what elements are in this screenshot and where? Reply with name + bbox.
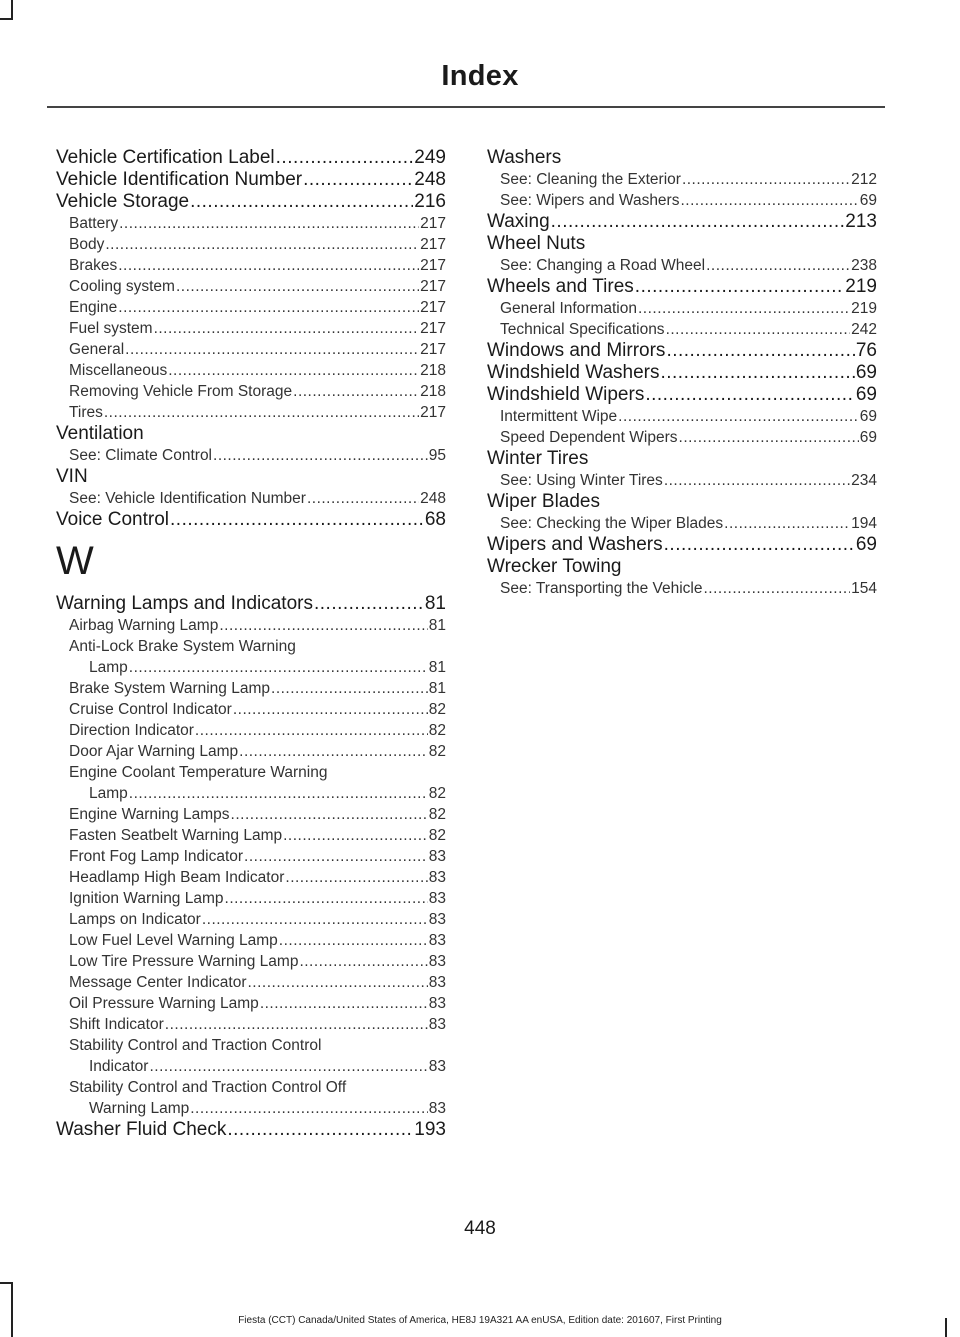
index-entry-sub[interactable] xyxy=(56,445,446,466)
dot-leader xyxy=(680,190,858,211)
dot-leader xyxy=(227,1119,413,1141)
index-heading: Ventilation xyxy=(56,423,144,444)
index-entry-sub[interactable] xyxy=(56,488,446,509)
entry-label: See: Changing a Road Wheel xyxy=(500,257,706,274)
entry-page-number: 81 xyxy=(428,659,446,676)
index-entry-sub[interactable] xyxy=(56,402,446,423)
index-entry-sub[interactable] xyxy=(56,213,446,234)
index-heading: VIN xyxy=(56,466,88,487)
index-entry-text: Stability Control and Traction Control xyxy=(69,1037,322,1054)
entry-label: Windshield Wipers xyxy=(487,384,645,405)
entry-label: Direction Indicator xyxy=(69,722,194,739)
dot-leader xyxy=(704,578,851,599)
entry-label: Removing Vehicle From Storage xyxy=(69,383,293,400)
index-entry-sub[interactable] xyxy=(56,360,446,381)
entry-page-number: 82 xyxy=(428,701,446,718)
index-heading: Winter Tires xyxy=(487,448,589,469)
entry-page-number: 82 xyxy=(428,827,446,844)
entry-label: Headlamp High Beam Indicator xyxy=(69,869,285,886)
index-entry-main[interactable] xyxy=(487,534,877,556)
index-entry-main[interactable] xyxy=(56,509,446,531)
entry-label: Vehicle Storage xyxy=(56,191,190,212)
index-entry-sub[interactable] xyxy=(56,1056,446,1077)
dot-leader xyxy=(149,1056,427,1077)
entry-page-number: 218 xyxy=(420,383,446,400)
index-entry-sub[interactable] xyxy=(487,513,877,534)
entry-label: Windows and Mirrors xyxy=(487,340,666,361)
index-entry-sub[interactable] xyxy=(56,381,446,402)
dot-leader xyxy=(724,513,850,534)
entry-page-number: 219 xyxy=(851,300,877,317)
index-heading: Wiper Blades xyxy=(487,491,600,512)
index-entry-main[interactable] xyxy=(56,1119,446,1141)
index-entry-sub[interactable] xyxy=(487,190,877,211)
index-entry-sub[interactable] xyxy=(56,297,446,318)
index-entry-text: Stability Control and Traction Control Off xyxy=(69,1079,347,1096)
index-column-right xyxy=(487,147,877,599)
dot-leader xyxy=(283,825,428,846)
index-entry-main[interactable] xyxy=(56,191,446,213)
dot-leader xyxy=(645,384,855,406)
index-entry-sub[interactable] xyxy=(487,470,877,491)
index-entry-sub[interactable] xyxy=(56,1014,446,1035)
index-entry-sub[interactable] xyxy=(56,699,446,720)
footer-edition-info: Fiesta (CCT) Canada/United States of America, HE8J 19A321 AA enUSA, Edition date: 201607, First Printing xyxy=(238,1315,722,1326)
entry-label: Windshield Washers xyxy=(487,362,660,383)
dot-leader xyxy=(293,381,419,402)
entry-page-number: 217 xyxy=(420,278,446,295)
entry-label: See: Cleaning the Exterior xyxy=(500,171,681,188)
index-entry-sub[interactable] xyxy=(56,615,446,636)
index-entry-sub[interactable] xyxy=(56,234,446,255)
entry-page-number: 81 xyxy=(428,680,446,697)
page-number: 448 xyxy=(464,1218,496,1239)
entry-page-number: 83 xyxy=(428,932,446,949)
entry-label: Low Tire Pressure Warning Lamp xyxy=(69,953,299,970)
entry-label: Cruise Control Indicator xyxy=(69,701,232,718)
index-entry-main[interactable] xyxy=(487,362,877,384)
dot-leader xyxy=(190,191,413,213)
dot-leader xyxy=(638,298,850,319)
entry-label: Vehicle Certification Label xyxy=(56,147,275,168)
index-entry-main[interactable] xyxy=(56,593,446,615)
index-entry-sub[interactable] xyxy=(487,578,877,599)
entry-page-number: 248 xyxy=(420,490,446,507)
entry-label: Shift Indicator xyxy=(69,1016,164,1033)
entry-label: Wipers and Washers xyxy=(487,534,663,555)
dot-leader xyxy=(307,488,419,509)
entry-page-number: 83 xyxy=(428,953,446,970)
entry-label: Engine Warning Lamps xyxy=(69,806,230,823)
dot-leader xyxy=(260,993,428,1014)
entry-page-number: 193 xyxy=(414,1119,446,1140)
entry-page-number: 234 xyxy=(851,472,877,489)
entry-page-number: 81 xyxy=(424,593,446,614)
dot-leader xyxy=(285,867,427,888)
entry-page-number: 217 xyxy=(420,236,446,253)
crop-mark-bottom-left-horizontal xyxy=(0,1282,13,1284)
dot-leader xyxy=(176,276,419,297)
index-heading: Washers xyxy=(487,147,562,168)
index-entry-text: Engine Coolant Temperature Warning xyxy=(69,764,328,781)
dot-leader xyxy=(276,147,414,169)
entry-label: See: Using Winter Tires xyxy=(500,472,663,489)
index-entry-sub[interactable] xyxy=(487,319,877,340)
dot-leader xyxy=(129,783,428,804)
index-entry-sub[interactable] xyxy=(56,951,446,972)
dot-leader xyxy=(682,169,850,190)
entry-label: Indicator xyxy=(89,1058,149,1075)
index-entry-main[interactable] xyxy=(487,276,877,298)
entry-label: Front Fog Lamp Indicator xyxy=(69,848,244,865)
entry-label: Airbag Warning Lamp xyxy=(69,617,219,634)
dot-leader xyxy=(303,169,413,191)
dot-leader xyxy=(660,362,854,384)
entry-label: See: Wipers and Washers xyxy=(500,192,680,209)
entry-page-number: 82 xyxy=(428,722,446,739)
entry-page-number: 219 xyxy=(845,276,877,297)
index-entry-sub[interactable] xyxy=(56,720,446,741)
crop-mark-bottom-left-vertical xyxy=(11,1282,13,1337)
entry-page-number: 69 xyxy=(855,384,877,405)
index-entry-sub[interactable] xyxy=(56,657,446,678)
entry-label: Brakes xyxy=(69,257,118,274)
entry-page-number: 81 xyxy=(428,617,446,634)
dot-leader xyxy=(154,318,420,339)
entry-page-number: 69 xyxy=(859,408,877,425)
entry-page-number: 83 xyxy=(428,869,446,886)
entry-label: Lamp xyxy=(89,659,128,676)
dot-leader xyxy=(247,972,427,993)
entry-page-number: 194 xyxy=(851,515,877,532)
dot-leader xyxy=(618,406,859,427)
entry-page-number: 212 xyxy=(851,171,877,188)
index-entry-sub[interactable] xyxy=(56,783,446,804)
dot-leader xyxy=(119,213,419,234)
entry-page-number: 83 xyxy=(428,974,446,991)
entry-page-number: 95 xyxy=(428,447,446,464)
index-entry-main[interactable] xyxy=(56,169,446,191)
entry-page-number: 217 xyxy=(420,341,446,358)
dot-leader xyxy=(233,699,428,720)
entry-label: Ignition Warning Lamp xyxy=(69,890,224,907)
dot-leader xyxy=(239,741,428,762)
entry-page-number: 217 xyxy=(420,257,446,274)
index-entry-sub[interactable] xyxy=(56,888,446,909)
dot-leader xyxy=(664,470,850,491)
index-entry-sub[interactable] xyxy=(487,298,877,319)
section-letter: W xyxy=(56,539,94,583)
entry-page-number: 217 xyxy=(420,215,446,232)
index-heading: Wrecker Towing xyxy=(487,556,622,577)
dot-leader xyxy=(635,276,845,298)
entry-page-number: 83 xyxy=(428,890,446,907)
dot-leader xyxy=(279,930,428,951)
entry-label: Speed Dependent Wipers xyxy=(500,429,678,446)
dot-leader xyxy=(271,678,428,699)
index-entry-sub[interactable] xyxy=(56,741,446,762)
index-entry-sub[interactable] xyxy=(487,427,877,448)
header-rule xyxy=(47,106,885,108)
entry-label: Brake System Warning Lamp xyxy=(69,680,271,697)
index-entry-sub[interactable] xyxy=(56,255,446,276)
entry-label: Battery xyxy=(69,215,119,232)
crop-mark-top-left-horizontal xyxy=(0,18,13,20)
index-entry-sub[interactable] xyxy=(56,339,446,360)
dot-leader xyxy=(118,297,419,318)
entry-page-number: 83 xyxy=(428,995,446,1012)
entry-label: Oil Pressure Warning Lamp xyxy=(69,995,259,1012)
entry-label: Warning Lamps and Indicators xyxy=(56,593,313,614)
entry-label: Technical Specifications xyxy=(500,321,665,338)
index-entry-sub[interactable] xyxy=(56,318,446,339)
entry-label: Low Fuel Level Warning Lamp xyxy=(69,932,278,949)
entry-page-number: 248 xyxy=(414,169,446,190)
entry-label: Cooling system xyxy=(69,278,175,295)
entry-page-number: 217 xyxy=(420,404,446,421)
dot-leader xyxy=(129,657,428,678)
entry-label: Fuel system xyxy=(69,320,153,337)
dot-leader xyxy=(664,534,855,556)
entry-label: Message Center Indicator xyxy=(69,974,247,991)
dot-leader xyxy=(666,319,851,340)
dot-leader xyxy=(706,255,850,276)
entry-label: Warning Lamp xyxy=(89,1100,190,1117)
entry-page-number: 69 xyxy=(859,429,877,446)
entry-page-number: 242 xyxy=(851,321,877,338)
index-entry-sub[interactable] xyxy=(56,804,446,825)
entry-label: Wheels and Tires xyxy=(487,276,634,297)
entry-label: See: Transporting the Vehicle xyxy=(500,580,703,597)
entry-page-number: 216 xyxy=(414,191,446,212)
entry-label: Body xyxy=(69,236,105,253)
entry-page-number: 83 xyxy=(428,848,446,865)
entry-label: Voice Control xyxy=(56,509,170,530)
dot-leader xyxy=(105,234,419,255)
index-entry-main[interactable] xyxy=(487,340,877,362)
entry-label: Miscellaneous xyxy=(69,362,168,379)
dot-leader xyxy=(125,339,419,360)
entry-label: Door Ajar Warning Lamp xyxy=(69,743,239,760)
index-entry-sub[interactable] xyxy=(56,909,446,930)
entry-page-number: 82 xyxy=(428,806,446,823)
dot-leader xyxy=(679,427,859,448)
entry-page-number: 154 xyxy=(851,580,877,597)
entry-page-number: 218 xyxy=(420,362,446,379)
dot-leader xyxy=(190,1098,428,1119)
index-entry-sub[interactable] xyxy=(56,867,446,888)
index-entry-main[interactable] xyxy=(487,211,877,233)
page-title: Index xyxy=(441,60,519,92)
entry-label: Engine xyxy=(69,299,118,316)
entry-label: Lamps on Indicator xyxy=(69,911,201,928)
entry-page-number: 68 xyxy=(424,509,446,530)
entry-page-number: 69 xyxy=(855,362,877,383)
entry-page-number: 69 xyxy=(855,534,877,555)
index-entry-sub[interactable] xyxy=(56,993,446,1014)
dot-leader xyxy=(299,951,427,972)
entry-page-number: 69 xyxy=(859,192,877,209)
entry-page-number: 249 xyxy=(414,147,446,168)
entry-page-number: 76 xyxy=(855,340,877,361)
entry-page-number: 83 xyxy=(428,1016,446,1033)
index-entry-main[interactable] xyxy=(56,147,446,169)
entry-page-number: 83 xyxy=(428,1100,446,1117)
index-entry-sub[interactable] xyxy=(56,678,446,699)
entry-label: Waxing xyxy=(487,211,550,232)
dot-leader xyxy=(165,1014,428,1035)
entry-label: See: Checking the Wiper Blades xyxy=(500,515,724,532)
dot-leader xyxy=(213,445,428,466)
entry-page-number: 83 xyxy=(428,911,446,928)
index-entry-sub[interactable] xyxy=(56,972,446,993)
dot-leader xyxy=(225,888,428,909)
entry-label: Washer Fluid Check xyxy=(56,1119,227,1140)
entry-label: See: Vehicle Identification Number xyxy=(69,490,306,507)
index-entry-sub[interactable] xyxy=(487,406,877,427)
entry-label: Lamp xyxy=(89,785,128,802)
entry-label: See: Climate Control xyxy=(69,447,213,464)
entry-label: Vehicle Identification Number xyxy=(56,169,303,190)
index-entry-sub[interactable] xyxy=(56,846,446,867)
entry-label: General xyxy=(69,341,125,358)
index-entry-sub[interactable] xyxy=(56,276,446,297)
index-entry-sub[interactable] xyxy=(56,930,446,951)
entry-page-number: 217 xyxy=(420,320,446,337)
index-entry-sub[interactable] xyxy=(56,1098,446,1119)
dot-leader xyxy=(104,402,419,423)
dot-leader xyxy=(231,804,428,825)
index-entry-sub[interactable] xyxy=(487,169,877,190)
index-entry-sub[interactable] xyxy=(487,255,877,276)
entry-label: Intermittent Wipe xyxy=(500,408,618,425)
dot-leader xyxy=(202,909,428,930)
entry-page-number: 238 xyxy=(851,257,877,274)
index-entry-text: Anti-Lock Brake System Warning xyxy=(69,638,296,655)
dot-leader xyxy=(244,846,428,867)
dot-leader xyxy=(168,360,419,381)
entry-page-number: 217 xyxy=(420,299,446,316)
dot-leader xyxy=(170,509,424,531)
entry-page-number: 82 xyxy=(428,743,446,760)
dot-leader xyxy=(118,255,419,276)
dot-leader xyxy=(551,211,845,233)
entry-page-number: 82 xyxy=(428,785,446,802)
dot-leader xyxy=(219,615,427,636)
index-entry-sub[interactable] xyxy=(56,825,446,846)
index-entry-main[interactable] xyxy=(487,384,877,406)
dot-leader xyxy=(195,720,428,741)
crop-mark-top-left-vertical xyxy=(11,0,13,20)
entry-page-number: 213 xyxy=(845,211,877,232)
dot-leader xyxy=(314,593,424,615)
index-heading: Wheel Nuts xyxy=(487,233,586,254)
entry-page-number: 83 xyxy=(428,1058,446,1075)
entry-label: General Information xyxy=(500,300,637,317)
index-column-left xyxy=(56,147,446,1141)
entry-label: Tires xyxy=(69,404,103,421)
entry-label: Fasten Seatbelt Warning Lamp xyxy=(69,827,283,844)
dot-leader xyxy=(666,340,854,362)
